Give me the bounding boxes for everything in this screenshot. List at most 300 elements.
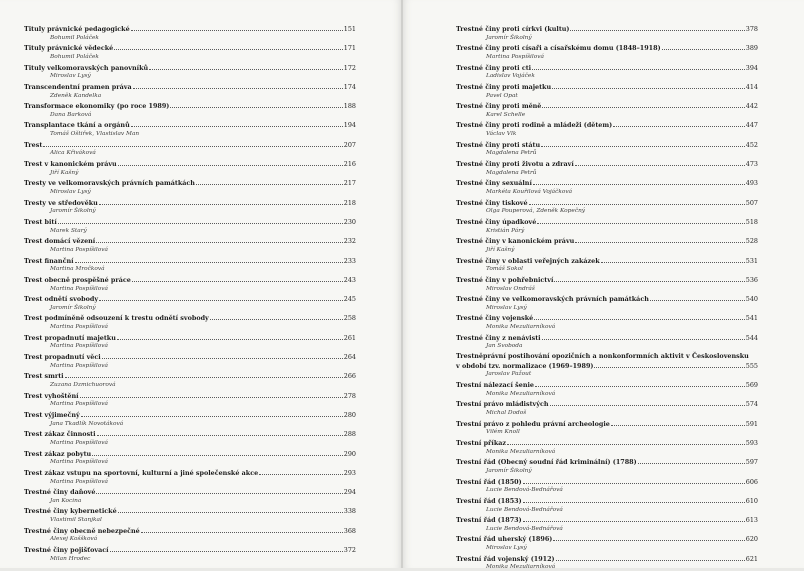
left-page (0, 0, 402, 568)
index-entry (456, 380, 758, 398)
entry-title: Trestní řád (1873) (456, 516, 522, 525)
entry-page-number: 536 (745, 275, 758, 284)
entry-author: Martina Pospíšilová (50, 285, 108, 292)
entry-line (456, 82, 758, 92)
index-entry (456, 236, 758, 254)
entry-author: Magdalena Petrů (486, 150, 537, 157)
dot-leader (97, 429, 343, 436)
entry-title: Trestní právo z pohledu právní archeologie (456, 419, 610, 428)
entry-line (24, 294, 356, 304)
entry-title: Trest (24, 140, 43, 149)
entry-title: Trest finanční (24, 256, 74, 265)
entry-title: Trest propadnutí věci (24, 353, 101, 362)
entry-line (24, 43, 356, 53)
entry-line (456, 294, 758, 304)
entry-author: Ladislav Vojáček (486, 73, 535, 80)
entry-page-number: 194 (343, 121, 356, 130)
entry-author: Martina Pospíšilová (50, 439, 108, 446)
entry-title: Tituly velkomoravských panovníků (24, 63, 149, 72)
index-entry (24, 256, 356, 274)
entry-line (456, 256, 758, 266)
entry-line (24, 140, 356, 150)
entry-line (24, 275, 356, 285)
index-entry (456, 515, 758, 533)
entry-page-number: 414 (745, 82, 758, 91)
entry-line (24, 82, 356, 92)
entry-line (24, 101, 356, 111)
index-entry (456, 256, 758, 274)
dot-leader (638, 457, 745, 464)
entry-page-number: 518 (745, 217, 758, 226)
entry-title: Trest podmíněně odsouzení k trestu odnětí svobody (24, 314, 209, 323)
entry-author: Bohumil Poláček (50, 34, 99, 41)
dot-leader (132, 275, 343, 282)
entry-line (24, 120, 356, 130)
entry-author: Václav Vlk (486, 131, 517, 138)
entry-page-number: 606 (745, 477, 758, 486)
entry-page-number: 378 (745, 25, 758, 33)
dot-leader (75, 256, 343, 263)
index-entry (24, 506, 356, 524)
entry-title: Trestné činy kybernetické (24, 507, 117, 516)
entry-author: Monika Mezuliarníková (486, 564, 556, 571)
dot-leader (507, 438, 745, 445)
entry-line (24, 236, 356, 246)
entry-page-number: 230 (343, 217, 356, 226)
entry-author: Bohumil Poláček (50, 54, 99, 60)
index-entry (456, 159, 758, 177)
entry-line (24, 313, 356, 323)
book-gutter (401, 0, 403, 568)
dot-leader (523, 477, 745, 484)
index-entry (24, 468, 356, 486)
dot-leader (575, 159, 745, 166)
entry-line (456, 217, 758, 227)
entry-title: Tituly právnické pedagogické (24, 25, 130, 33)
index-entry (456, 120, 758, 138)
dot-leader (43, 140, 343, 147)
entry-page-number: 151 (343, 25, 356, 33)
entry-author: Milan Hrodec (50, 555, 91, 562)
index-entry (456, 82, 758, 100)
entry-title: Trest bití (24, 217, 57, 226)
index-entry (456, 63, 758, 81)
entry-page-number: 544 (745, 333, 758, 342)
entry-author: Martina Pospíšilová (50, 459, 108, 466)
entry-title: Trestní řád (Obecný soudní řád kriminální) (1788) (456, 458, 637, 467)
index-entry (24, 526, 356, 544)
index-entry (456, 178, 758, 196)
entry-page-number: 610 (745, 496, 758, 505)
entry-line (456, 198, 758, 208)
dot-leader (110, 545, 343, 552)
entry-title: Trestní řád vojenský (1912) (456, 554, 555, 563)
entry-author: Jaromír Šikolný (486, 467, 532, 474)
entry-title: Trestné činy proti rodině a mládeži (dětem) (456, 121, 613, 130)
entry-page-number: 613 (745, 516, 758, 525)
dot-leader (594, 361, 744, 368)
entry-line (24, 545, 356, 555)
index-entry (24, 120, 356, 138)
entry-author: Lucie Bendová-Bednářová (486, 525, 563, 532)
entry-title: Trestné činy ve velkomoravských právních památkách (456, 295, 649, 304)
dot-leader (99, 198, 343, 205)
dot-leader (553, 534, 745, 541)
dot-leader (92, 449, 343, 456)
entry-line (456, 313, 758, 323)
entry-page-number: 243 (343, 275, 356, 284)
entry-page-number: 280 (343, 410, 356, 419)
entry-page-number: 188 (343, 102, 356, 111)
index-entry (24, 449, 356, 467)
entry-page-number: 473 (745, 160, 758, 169)
index-entry (24, 159, 356, 177)
entry-author: Martina Pospíšilová (50, 324, 108, 331)
index-entry (456, 198, 758, 216)
entry-page-number: 597 (745, 458, 758, 467)
entry-author: Lucie Bendová-Bednářová (486, 506, 563, 513)
entry-line (456, 457, 758, 467)
dot-leader (601, 256, 745, 263)
entry-author: Pavel Opat (486, 92, 518, 99)
entry-page-number: 620 (745, 535, 758, 544)
index-entry (456, 43, 758, 61)
entry-page-number: 338 (343, 507, 356, 516)
dot-leader (99, 294, 343, 301)
index-entry (456, 457, 758, 475)
entry-line (24, 449, 356, 459)
entry-line (456, 438, 758, 448)
entry-title: Trestní nálezací šenie (456, 381, 534, 390)
dot-leader (534, 313, 745, 320)
entry-author: Martina Pospíšilová (50, 478, 108, 485)
entry-line (24, 333, 356, 343)
entry-title: Trestné činy pojišťovací (24, 546, 109, 555)
entry-page-number: 293 (343, 468, 356, 477)
entry-line (24, 256, 356, 266)
dot-leader (533, 178, 745, 185)
index-entry (24, 82, 356, 100)
entry-author: Vlastimil Stanjkal (50, 517, 102, 524)
entry-page-number: 452 (745, 140, 758, 149)
entry-line (24, 468, 356, 478)
dot-leader (65, 371, 343, 378)
entry-page-number: 540 (745, 295, 758, 304)
index-entry (456, 438, 758, 456)
entry-page-number: 294 (343, 488, 356, 497)
entry-title: Trestní příkaz (456, 438, 507, 447)
index-entry (456, 352, 758, 378)
entry-author: Vilém Knoll (486, 429, 520, 436)
entry-line (456, 554, 758, 564)
index-entry (24, 236, 356, 254)
entry-author: Jaromír Šikolný (486, 34, 532, 41)
entry-line (456, 236, 758, 246)
index-entry (24, 371, 356, 389)
index-entry (456, 333, 758, 351)
entry-title: Trest propadnutí majetku (24, 333, 116, 342)
entry-line (456, 361, 758, 371)
index-entry (24, 217, 356, 235)
dot-leader (554, 275, 744, 282)
entry-title: Trest obecně prospěšné práce (24, 275, 131, 284)
index-entry (456, 24, 758, 42)
entry-page-number: 531 (745, 256, 758, 265)
entry-page-number: 172 (343, 63, 356, 72)
entry-author: Martina Pospíšilová (50, 343, 108, 350)
entry-author: Monika Mezuliarníková (486, 390, 556, 397)
entry-title: Trestné činy sexuální (456, 179, 532, 188)
dot-leader (662, 43, 745, 50)
dot-leader (81, 410, 343, 417)
entry-author: Jiří Kašný (50, 169, 79, 176)
entry-page-number: 591 (745, 419, 758, 428)
entry-author: Olga Pouperová, Zdeněk Kopečný (486, 208, 586, 215)
entry-page-number: 394 (745, 63, 758, 72)
index-entry (456, 140, 758, 158)
entry-title: Trestné činy proti církvi (kultu) (456, 25, 570, 33)
entry-line (24, 352, 356, 362)
entry-page-number: 207 (343, 140, 356, 149)
entry-title: Trestné činy v oblasti veřejných zakázek (456, 256, 600, 265)
index-entry (24, 410, 356, 428)
dot-leader (650, 294, 745, 301)
entry-page-number: 389 (745, 44, 758, 53)
entry-line (24, 63, 356, 73)
entry-title: Trestné činy proti majetku (456, 82, 552, 91)
entry-title: Trestní řád uherský (1896) (456, 535, 553, 544)
index-entry (24, 178, 356, 196)
index-entry (456, 101, 758, 119)
entry-line (24, 526, 356, 536)
entry-title: Tresty ve velkomoravských právních památkách (24, 179, 195, 188)
dot-leader (529, 198, 745, 205)
entry-title: Trestné činy proti císaři a císařskému domu (1848–1918) (456, 44, 661, 53)
entry-page-number: 174 (343, 82, 356, 91)
dot-leader (210, 313, 343, 320)
index-entry (456, 534, 758, 552)
entry-title: Trest vyhoštění (24, 391, 79, 400)
entry-page-number: 493 (745, 179, 758, 188)
entry-line (24, 24, 356, 34)
dot-leader (141, 526, 343, 533)
entry-title: Trestné činy daňové (24, 488, 96, 497)
dot-leader (196, 178, 343, 185)
entry-title: Trest zákaz pobytu (24, 449, 92, 458)
entry-title: Transplantace tkání a orgánů (24, 121, 130, 130)
index-entry (456, 275, 758, 293)
dot-leader (523, 515, 745, 522)
dot-leader (58, 217, 343, 224)
entry-author: Tomáš Oštiřek, Vlastislav Man (50, 131, 140, 138)
entry-author: Martina Pospíšilová (486, 54, 544, 60)
entry-author: Miroslav Lysý (486, 545, 527, 552)
entry-line (456, 178, 758, 188)
entry-page-number: 232 (343, 237, 356, 246)
entry-page-number: 593 (745, 438, 758, 447)
entry-title: Trest zákaz vstupu na sportovní, kulturní a jiné společenské akce (24, 468, 259, 477)
entry-author: Monika Mezuliarníková (486, 324, 556, 331)
entry-author: Monika Mezuliarníková (486, 448, 556, 455)
entry-title: Trestné činy vojenské (456, 314, 534, 323)
entry-author: Miroslav Lysý (50, 73, 91, 80)
entry-line (24, 506, 356, 516)
entry-author: Lucie Bendová-Bednářová (486, 487, 563, 494)
entry-line (24, 410, 356, 420)
entry-page-number: 233 (343, 256, 356, 265)
entry-title: Trestné činy tiskové (456, 198, 528, 207)
entry-line (24, 391, 356, 401)
entry-title: Trest smrti (24, 372, 64, 381)
entry-page-number: 528 (745, 237, 758, 246)
entry-title: Trestné činy proti měně (456, 102, 542, 111)
entry-page-number: 258 (343, 314, 356, 323)
dot-leader (535, 380, 745, 387)
dot-leader (542, 333, 745, 340)
index-entry (456, 217, 758, 235)
entry-title: Tresty ve středověku (24, 198, 98, 207)
dot-leader (96, 487, 342, 494)
entry-author: Martina Pospíšilová (50, 401, 108, 408)
dot-leader (570, 24, 744, 31)
entry-page-number: 447 (745, 121, 758, 130)
entry-page-number: 264 (343, 353, 356, 362)
index-entry (24, 24, 356, 42)
entry-page-number: 171 (343, 44, 356, 53)
entry-title: Trestné činy proti životu a zdraví (456, 160, 574, 169)
entry-line (24, 159, 356, 169)
entry-title: Tituly právnické vědecké (24, 44, 114, 53)
index-entry (24, 294, 356, 312)
entry-title: Trestné činy v kanonickém právu (456, 237, 575, 246)
entry-author: Alica Křiváková (50, 150, 96, 157)
dot-leader (80, 391, 343, 398)
entry-page-number: 507 (745, 198, 758, 207)
index-entry (456, 419, 758, 437)
entry-line (456, 140, 758, 150)
entry-page-number: 218 (343, 198, 356, 207)
index-entry (456, 399, 758, 417)
entry-title: Trestné činy proti státu (456, 140, 541, 149)
entry-title: Trest zákaz činnosti (24, 430, 96, 439)
entry-page-number: 245 (343, 295, 356, 304)
index-entry (456, 294, 758, 312)
entry-line (456, 120, 758, 130)
entry-author: Jan Svoboda (486, 343, 523, 350)
entry-author: Jana Tkadlík Novotáková (50, 420, 124, 427)
entry-line (456, 275, 758, 285)
entry-page-number: 569 (745, 381, 758, 390)
entry-author: Martina Mročková (50, 266, 105, 273)
right-page (402, 0, 804, 571)
entry-page-number: 372 (343, 546, 356, 555)
entry-author: Martina Pospíšilová (50, 246, 108, 253)
entry-author: Kristián Párý (486, 227, 525, 234)
entry-author: Miroslav Lysý (486, 304, 527, 311)
dot-leader (550, 399, 745, 406)
entry-title: Trestní právo mládistvých (456, 400, 549, 409)
entry-title: Trestné činy obecně nebezpečné (24, 526, 140, 535)
dot-leader (523, 496, 745, 503)
dot-leader (102, 352, 343, 359)
entry-page-number: 574 (745, 400, 758, 409)
entry-line (456, 399, 758, 409)
entry-author: Zuzana Dzmichuorová (50, 382, 116, 389)
entry-author: Jaroslav Pažout (486, 371, 532, 378)
dot-leader (537, 217, 744, 224)
entry-title: Trest v kanonickém právu (24, 160, 117, 169)
entry-author: Magdalena Petrů (486, 169, 537, 176)
entry-title: Trestní řád (1850) (456, 477, 522, 486)
entry-title: Trestné činy proti cti (456, 63, 532, 72)
entry-line (456, 159, 758, 169)
index-entry (456, 477, 758, 495)
index-entry (24, 333, 356, 351)
index-entry (24, 198, 356, 216)
entry-author: Miroslav Ondráš (486, 285, 535, 292)
entry-page-number: 278 (343, 391, 356, 400)
entry-page-number: 541 (745, 314, 758, 323)
entry-author: Alexej Koššková (50, 536, 98, 543)
entry-page-number: 216 (343, 160, 356, 169)
index-entry (24, 101, 356, 119)
dot-leader (114, 43, 343, 50)
dot-leader (611, 419, 745, 426)
entry-author: Miroslav Lysý (50, 189, 91, 196)
entry-author: Tomáš Sokol (486, 266, 523, 273)
entry-title: Transcendentní pramen práva (24, 82, 132, 91)
dot-leader (131, 120, 343, 127)
entry-page-number: 368 (343, 526, 356, 535)
entry-line (456, 496, 758, 506)
entry-author: Martina Pospíšilová (50, 362, 108, 369)
index-entry (24, 313, 356, 331)
index-entry (24, 352, 356, 370)
index-entry (24, 43, 356, 61)
entry-line (24, 371, 356, 381)
entry-page-number: 266 (343, 372, 356, 381)
entry-author: Marek Starý (50, 227, 87, 234)
entry-line (24, 487, 356, 497)
entry-page-number: 555 (745, 361, 758, 370)
entry-page-number: 621 (745, 554, 758, 563)
entry-line (24, 217, 356, 227)
index-entry (24, 545, 356, 563)
index-entry (24, 275, 356, 293)
entry-author: Jan Kocina (50, 497, 82, 504)
dot-leader (552, 82, 745, 89)
entry-line (456, 380, 758, 390)
entry-line (456, 515, 758, 525)
entry-author: Karel Schelle (486, 111, 526, 118)
entry-title: Trestní řád (1853) (456, 496, 522, 505)
dot-leader (149, 63, 343, 70)
entry-author: Dana Barková (50, 111, 92, 118)
index-entry (24, 63, 356, 81)
dot-leader (117, 333, 343, 340)
entry-title: Trestné činy v pohřebnictví (456, 275, 554, 284)
dot-leader (259, 468, 343, 475)
entry-line (24, 198, 356, 208)
entry-page-number: 217 (343, 179, 356, 188)
entry-title: Trestné činy úpadkové (456, 217, 537, 226)
dot-leader (131, 24, 343, 31)
entry-page-number: 442 (745, 102, 758, 111)
entry-author: Markéta Kouřilová Vojáčková (486, 189, 573, 196)
entry-author: Zdeněk Kandelka (50, 92, 102, 99)
entry-author: Jaromír Šikolný (50, 304, 96, 311)
entry-title: Trest výjimečný (24, 410, 80, 419)
